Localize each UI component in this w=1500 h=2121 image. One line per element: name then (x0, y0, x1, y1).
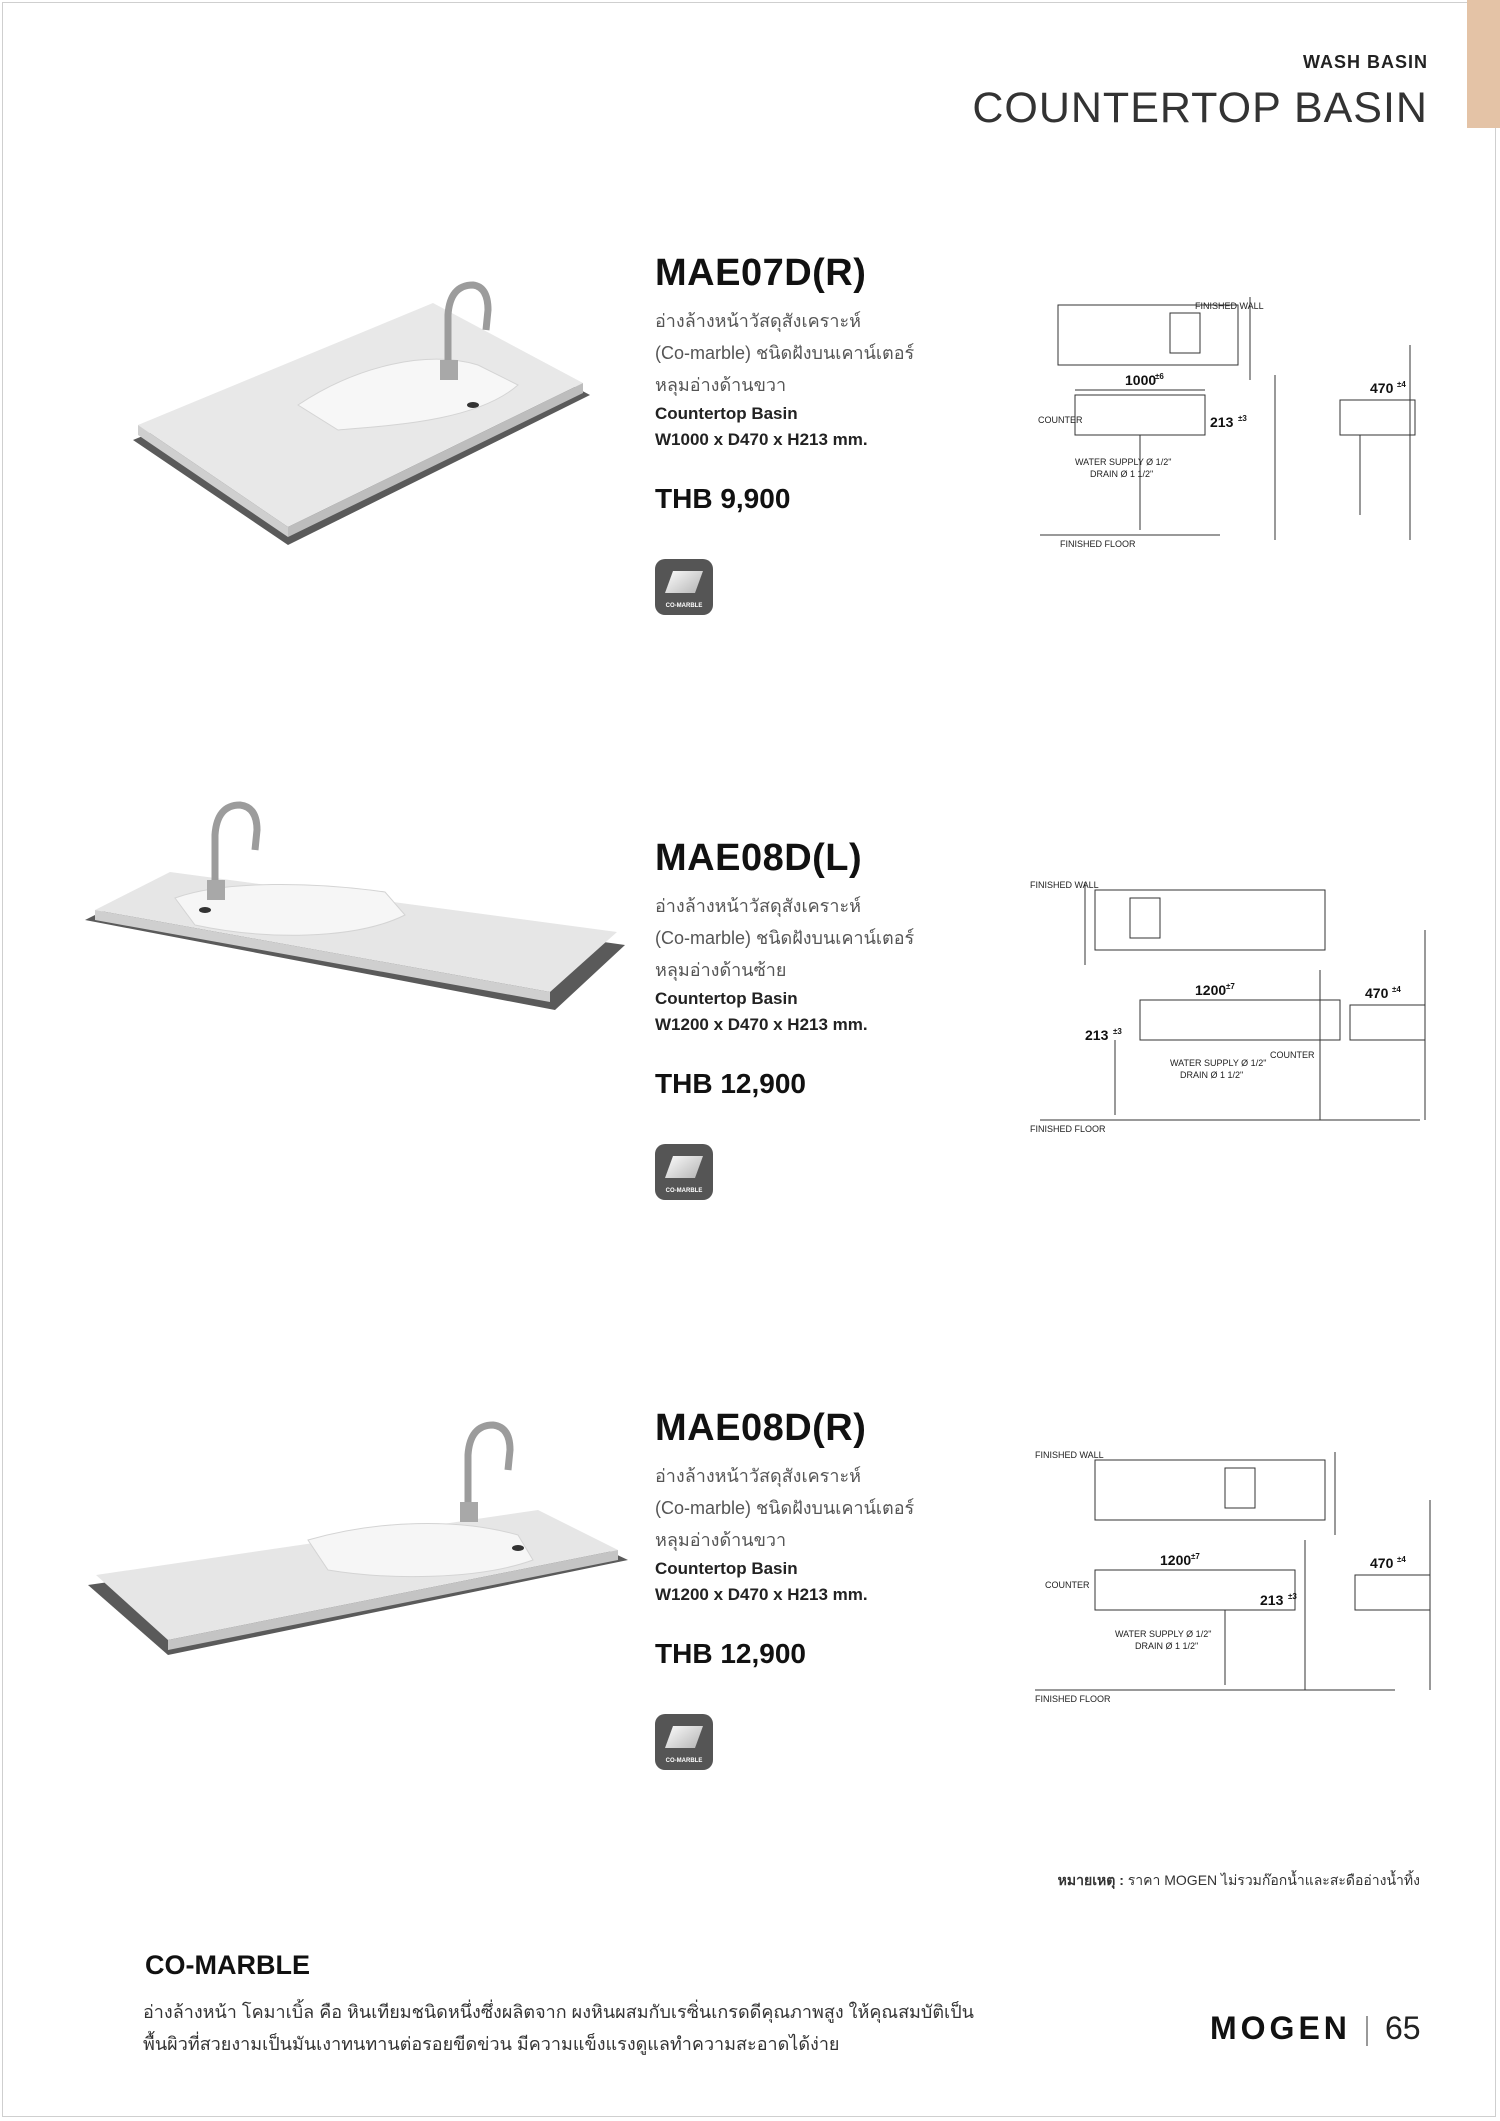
co-marble-title: CO-MARBLE (145, 1950, 310, 1980)
counter-label: COUNTER (1045, 1580, 1090, 1590)
dim-depth: 470 (1365, 985, 1389, 1001)
co-marble-line: พื้นผิวที่สวยงามเป็นมันเงาทนทานต่อรอยขีดข่วน มีความแข็งแรงดูแลทำความสะอาดได้ง่าย (143, 2034, 840, 2054)
dimension-drawing (1020, 285, 1450, 615)
product-price: THB 12,900 (655, 1068, 806, 1099)
description-thai: (Co-marble) ชนิดฝังบนเคาน์เตอร์ (655, 928, 915, 948)
water-supply-label: WATER SUPPLY Ø 1/2" (1115, 1629, 1212, 1639)
dim-width-tol: ±7 (1226, 982, 1235, 991)
product-info (655, 1407, 955, 1770)
co-marble-badge (655, 1714, 713, 1770)
footer-divider (1366, 2016, 1368, 2046)
product-info (655, 837, 955, 1200)
product-type: Countertop Basin (655, 989, 798, 1008)
co-marble-line: อ่างล้างหน้า โคมาเบิ้ล คือ หินเทียมชนิดหนึ่งซึ่งผลิตจาก ผงหินผสมกับเรซิ่นเกรดดีคุณภาพสูง ให้คุณสมบัติเป็น (143, 2002, 974, 2022)
model-number: MAE08D(L) (655, 837, 863, 879)
dim-height-tol: ±3 (1238, 414, 1247, 423)
section-label: WASH BASIN (1302, 52, 1428, 72)
note-text: ราคา MOGEN ไม่รวมก๊อกน้ำและสะดืออ่างน้ำทิ้ง (1127, 1872, 1420, 1888)
product-mae08d-l (0, 825, 1500, 1265)
product-price: THB 9,900 (655, 483, 791, 514)
product-mae07d-r (0, 240, 1500, 680)
finished-floor-label: FINISHED FLOOR (1035, 1694, 1111, 1704)
drain-label: DRAIN Ø 1 1/2" (1180, 1070, 1244, 1080)
section-tab (1467, 0, 1500, 128)
dimension-drawing (1035, 1440, 1465, 1770)
marble-icon (665, 571, 703, 593)
water-supply-label: WATER SUPPLY Ø 1/2" (1170, 1058, 1267, 1068)
marble-icon (665, 1156, 703, 1178)
dim-width: 1200 (1160, 1552, 1192, 1568)
description-thai: หลุมอ่างด้านขวา (655, 375, 787, 395)
brand-logo: MOGEN (1210, 2010, 1351, 2046)
dim-height: 213 (1085, 1027, 1109, 1043)
price-note (1058, 1870, 1420, 1892)
page-number: 65 (1385, 2010, 1421, 2046)
badge-label: CO-MARBLE (665, 1758, 703, 1764)
dim-width: 1000 (1125, 372, 1157, 388)
dim-width: 1200 (1195, 982, 1227, 998)
finished-floor-label: FINISHED FLOOR (1030, 1124, 1106, 1134)
dim-depth-tol: ±4 (1397, 380, 1406, 389)
product-info (655, 252, 955, 615)
finished-wall-label: FINISHED WALL (1035, 1450, 1104, 1460)
finished-floor-label: FINISHED FLOOR (1060, 539, 1136, 549)
product-price: THB 12,900 (655, 1638, 806, 1669)
dim-depth-tol: ±4 (1392, 985, 1401, 994)
product-type: Countertop Basin (655, 1559, 798, 1578)
finished-wall-label: FINISHED WALL (1030, 880, 1099, 890)
counter-label: COUNTER (1270, 1050, 1315, 1060)
note-label: หมายเหตุ : (1057, 1872, 1124, 1888)
water-supply-label: WATER SUPPLY Ø 1/2" (1075, 457, 1172, 467)
badge-label: CO-MARBLE (665, 603, 703, 609)
finished-wall-label: FINISHED WALL (1195, 301, 1264, 311)
dim-depth-tol: ±4 (1397, 1555, 1406, 1564)
basin-photo (85, 780, 630, 1020)
basin-photo (128, 255, 598, 545)
product-type: Countertop Basin (655, 404, 798, 423)
product-size: W1200 x D470 x H213 mm. (655, 1585, 868, 1604)
co-marble-badge (655, 559, 713, 615)
marble-icon (665, 1726, 703, 1748)
dim-depth: 470 (1370, 380, 1394, 396)
dimension-drawing (1030, 870, 1460, 1200)
dim-width-tol: ±7 (1191, 1552, 1200, 1561)
dim-width-tol: ±6 (1155, 372, 1164, 381)
counter-label: COUNTER (1038, 415, 1083, 425)
description-thai: อ่างล้างหน้าวัสดุสังเคราะห์ (655, 311, 861, 331)
product-size: W1200 x D470 x H213 mm. (655, 1015, 868, 1034)
drain-label: DRAIN Ø 1 1/2" (1135, 1641, 1199, 1651)
description-thai: หลุมอ่างด้านขวา (655, 1530, 787, 1550)
description-thai: อ่างล้างหน้าวัสดุสังเคราะห์ (655, 1466, 861, 1486)
product-mae08d-r (0, 1395, 1500, 1835)
badge-label: CO-MARBLE (665, 1188, 703, 1194)
dim-depth: 470 (1370, 1555, 1394, 1571)
dim-height: 213 (1260, 1592, 1284, 1608)
model-number: MAE08D(R) (655, 1407, 867, 1449)
basin-photo (88, 1410, 633, 1670)
dim-height-tol: ±3 (1113, 1027, 1122, 1036)
dim-height: 213 (1210, 414, 1234, 430)
drain-label: DRAIN Ø 1 1/2" (1090, 469, 1154, 479)
product-size: W1000 x D470 x H213 mm. (655, 430, 868, 449)
section-title: COUNTERTOP BASIN (972, 84, 1428, 132)
dim-height-tol: ±3 (1288, 1592, 1297, 1601)
co-marble-badge (655, 1144, 713, 1200)
description-thai: (Co-marble) ชนิดฝังบนเคาน์เตอร์ (655, 1498, 915, 1518)
co-marble-description (143, 1996, 1003, 2060)
model-number: MAE07D(R) (655, 252, 867, 294)
description-thai: (Co-marble) ชนิดฝังบนเคาน์เตอร์ (655, 343, 915, 363)
description-thai: อ่างล้างหน้าวัสดุสังเคราะห์ (655, 896, 861, 916)
description-thai: หลุมอ่างด้านซ้าย (655, 960, 787, 980)
